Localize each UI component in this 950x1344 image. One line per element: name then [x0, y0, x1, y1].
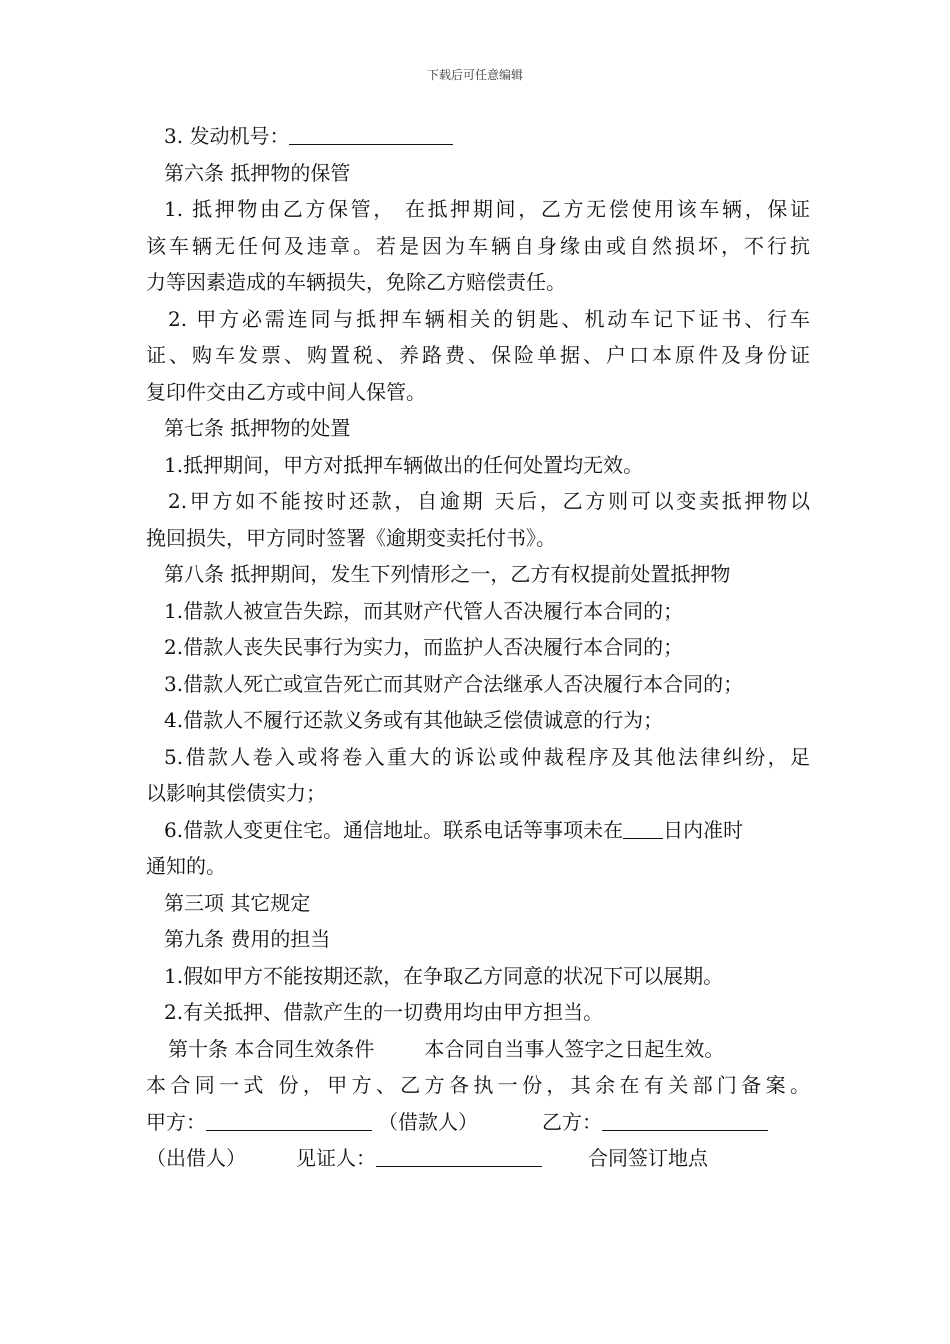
list-item: 2.有关抵押、借款产生的一切费用均由甲方担当。: [164, 1000, 604, 1024]
engine-number-label: 3. 发动机号：: [164, 124, 290, 148]
witness-label: 见证人：: [296, 1146, 376, 1170]
paragraph-line: 以影响其偿债实力；: [146, 781, 326, 805]
paragraph-line: 2.甲方如不能按时还款，自逾期 天后，乙方则可以变卖抵押物以: [168, 489, 810, 513]
paragraph-line: 通知的。: [146, 854, 226, 878]
list-item: 5.借款人卷入或将卷入重大的诉讼或仲裁程序及其他法律纠纷，足: [164, 744, 810, 769]
article-7-heading: 第七条 抵押物的处置: [164, 416, 351, 440]
paragraph-line: 证、购车发票、购置税、养路费、保险单据、户口本原件及身份证: [146, 343, 810, 367]
article-10-heading: 第十条 本合同生效条件: [168, 1036, 375, 1061]
article-6-heading: 第六条 抵押物的保管: [164, 160, 351, 185]
party-b-blank: [602, 1108, 768, 1131]
article-8-heading: 第八条 抵押期间，发生下列情形之一，乙方有权提前处置抵押物: [164, 562, 731, 586]
signature-line-2: [146, 1140, 810, 1177]
article-10-line: [146, 1031, 810, 1068]
list-item: 1.借款人被宣告失踪，而其财产代管人否决履行本合同的；: [164, 598, 684, 623]
document-body: [146, 118, 810, 1177]
list-item: 3.借款人死亡或宣告死亡而其财产合法继承人否决履行本合同的；: [164, 671, 744, 696]
witness-blank: [376, 1144, 542, 1167]
effective-clause: 本合同自当事人签字之日起生效。: [424, 1036, 725, 1061]
borrower-label: （借款人）: [378, 1109, 478, 1134]
list-item: [146, 812, 810, 849]
paragraph-line: 复印件交由乙方或中间人保管。: [146, 379, 426, 404]
signing-place-label: 合同签订地点: [588, 1146, 708, 1170]
engine-number-line: [146, 118, 810, 155]
party-b-label: 乙方：: [542, 1109, 602, 1134]
page-header: 下载后可任意编辑: [426, 68, 523, 82]
paragraph-line: 1. 抵押物由乙方保管， 在抵押期间，乙方无偿使用该车辆，保证: [164, 197, 810, 221]
party-a-blank: [206, 1108, 372, 1131]
paragraph-line: 该车辆无任何及违章。若是因为车辆自身缘由或自然损坏，不行抗: [146, 233, 810, 258]
paragraph-line: 1.抵押期间，甲方对抵押车辆做出的任何处置均无效。: [164, 452, 644, 477]
days-blank: [623, 816, 663, 839]
party-a-label: 甲方：: [146, 1109, 206, 1134]
signature-line-1: [146, 1104, 810, 1141]
article-9-heading: 第九条 费用的担当: [164, 927, 331, 951]
paragraph-line: 本合同一式 份，甲方、乙方各执一份，其余在有关部门备案。: [146, 1073, 810, 1097]
engine-number-blank: [289, 122, 453, 145]
list-item: 4.借款人不履行还款义务或有其他缺乏偿债诚意的行为；: [164, 708, 664, 732]
list-item: 1.假如甲方不能按期还款，在争取乙方同意的状况下可以展期。: [164, 963, 724, 988]
paragraph-line: 2. 甲方必需连同与抵押车辆相关的钥匙、机动车记下证书、行车: [168, 306, 810, 331]
paragraph-line: 力等因素造成的车辆损失，免除乙方赔偿责任。: [146, 270, 566, 294]
list-item: 2.借款人丧失民事行为实力，而监护人否决履行本合同的；: [164, 635, 684, 659]
lender-label: （出借人）: [146, 1146, 246, 1170]
paragraph-line: 挽回损失，甲方同时签署《逾期变卖托付书》。: [146, 525, 556, 550]
notice-text: 6.借款人变更住宅。通信地址。联系电话等事项未在: [164, 817, 624, 842]
notice-text-end: 日内准时: [663, 817, 744, 842]
section-3-heading: 第三项 其它规定: [164, 890, 311, 915]
